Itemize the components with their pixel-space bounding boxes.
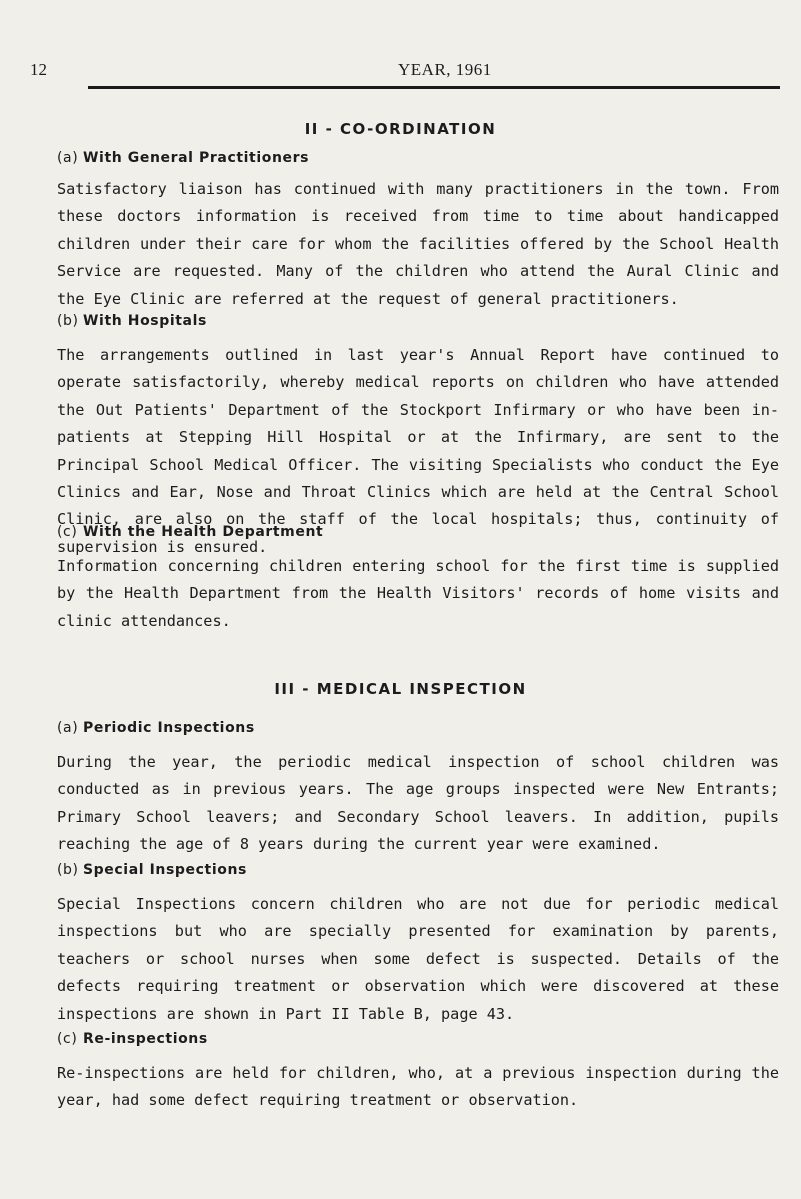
subheading-special-inspections [57, 862, 247, 878]
section-heading-medical-inspection: III - MEDICAL INSPECTION [274, 680, 527, 698]
subheading-marker: (a) [57, 720, 79, 736]
subheading-periodic-inspections [57, 720, 255, 736]
subheading-title: With Hospitals [83, 313, 207, 329]
subheading-marker: (c) [57, 1031, 78, 1047]
paragraph-periodic-inspections: During the year, the periodic medical inspection of school children was conducted as in previous years. The age groups inspected were New Entrants; Primary School leavers; and Secondary School leavers. In addition, pupils reaching the age of 8 years during the current year were examined. [57, 753, 779, 854]
subheading-marker: (a) [57, 150, 79, 166]
subheading-hospitals [57, 313, 207, 329]
subheading-general-practitioners [57, 150, 309, 166]
paragraph-general-practitioners: Satisfactory liaison has continued with many practitioners in the town. From these doctors information is received from time to time about handicapped children under their care for whom the facilities offered by the School Health Service are requested. Many of the children who attend the Aural Clinic and the Eye Clinic are referred at the request of general practitioners. [57, 180, 779, 308]
paragraph-re-inspections: Re-inspections are held for children, who, at a previous inspection during the year, had some defect requiring treatment or observation. [57, 1064, 779, 1110]
subheading-title: With General Practitioners [83, 150, 310, 166]
subheading-marker: (b) [57, 862, 79, 878]
subheading-marker: (c) [57, 524, 78, 540]
subheading-title: With the Health Department [83, 524, 324, 540]
page-header [30, 60, 780, 84]
page-number: 12 [30, 60, 47, 79]
subheading-re-inspections [57, 1031, 208, 1047]
running-head: YEAR, 1961 [398, 60, 492, 79]
paragraph-hospitals: The arrangements outlined in last year's Annual Report have continued to operate satisfactorily, whereby medical reports on children who have attended the Out Patients' Department of the Stockport Infirmary or who have been in-patients at Stepping Hill Hospital or at the Infirmary, are sent to the Principal School Medical Officer. The visiting Specialists who conduct the Eye Clinics and Ear, Nose and Throat Clinics which are held at the Central School Clinic, are also on the staff of the local hospitals; thus, continuity of supervision is ensured. [57, 346, 779, 556]
subheading-title: Periodic Inspections [83, 720, 255, 736]
header-rule [88, 86, 780, 89]
subheading-marker: (b) [57, 313, 79, 329]
subheading-health-department [57, 524, 323, 540]
paragraph-special-inspections: Special Inspections concern children who are not due for periodic medical inspections but who are specially presented for examination by parents, teachers or school nurses when some defect is suspected. Details of the defects requiring treatment or observation which were discovered at these inspections are shown in Part II Table B, page 43. [57, 895, 779, 1023]
section-heading-coordination: II - CO-ORDINATION [304, 120, 497, 138]
subheading-title: Special Inspections [83, 862, 247, 878]
subheading-title: Re-inspections [83, 1031, 208, 1047]
paragraph-health-department: Information concerning children entering school for the first time is supplied by the Health Department from the Health Visitors' records of home visits and clinic attendances. [57, 557, 779, 630]
